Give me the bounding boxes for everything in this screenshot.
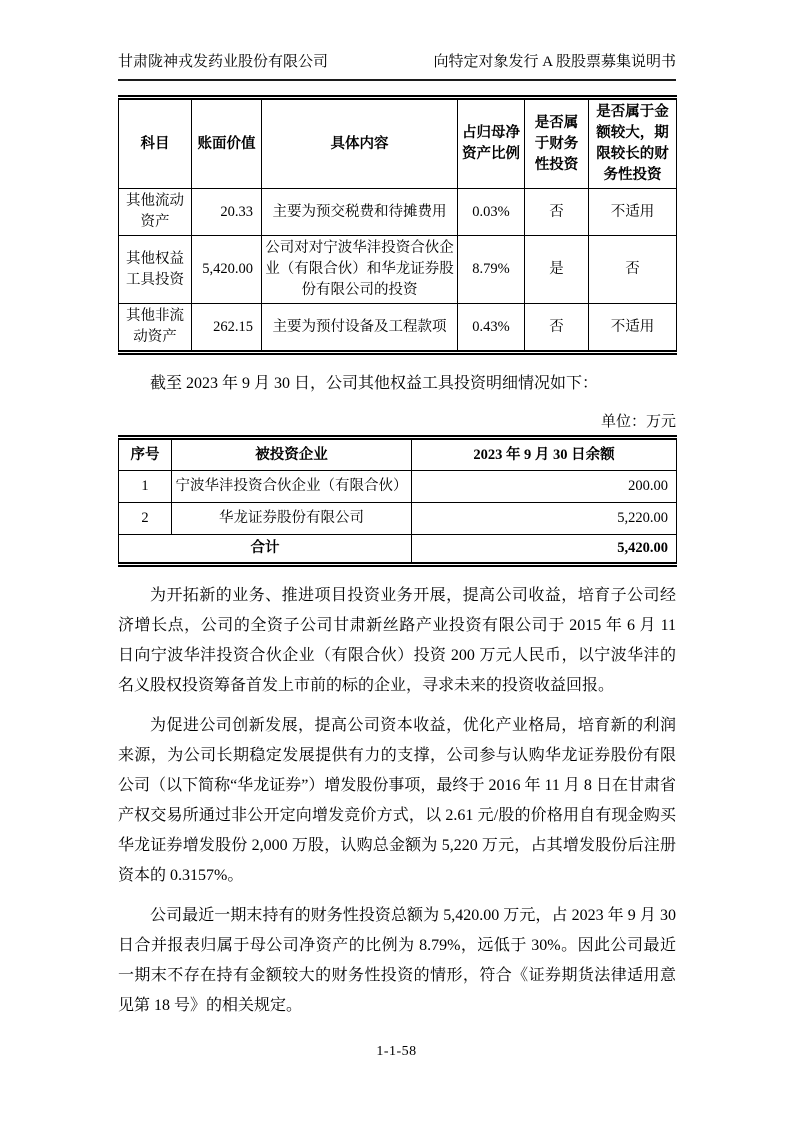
cell-subject: 其他流动资产 — [119, 189, 192, 236]
page-number: 1-1-58 — [376, 1044, 417, 1059]
cell-investee: 华龙证券股份有限公司 — [172, 503, 412, 535]
col-book-value: 账面价值 — [192, 98, 262, 189]
table-row — [119, 236, 677, 304]
cell-is-financial: 否 — [525, 189, 589, 236]
financial-investment-table — [118, 95, 677, 355]
cell-investee: 宁波华沣投资合伙企业（有限合伙） — [172, 471, 412, 503]
table-row — [119, 189, 677, 236]
cell-is-large: 不适用 — [589, 189, 677, 236]
col-net-asset-ratio: 占归母净资产比例 — [458, 98, 525, 189]
cell-is-large: 否 — [589, 236, 677, 304]
table-header-row — [119, 438, 677, 471]
col-investee: 被投资企业 — [172, 438, 412, 471]
table-row — [119, 471, 677, 503]
table-header-row — [119, 98, 677, 189]
body-paragraph: 为开拓新的业务、推进项目投资业务开展，提高公司收益，培育子公司经济增长点，公司的全资子公司甘肃新丝路产业投资有限公司于 2015 年 6 月 11 日向宁波华沣投资合伙企业（有限合伙）投资 200 万元人民币，以宁波华沣的名义股权投资筹备首发上市前的标的企业，寻求未来的投资收益回报。 — [118, 587, 676, 695]
cell-ratio: 0.43% — [458, 304, 525, 353]
col-detail: 具体内容 — [262, 98, 458, 189]
col-is-financial-investment: 是否属于财务性投资 — [525, 98, 589, 189]
cell-ratio: 8.79% — [458, 236, 525, 304]
page-content — [118, 0, 676, 1021]
cell-is-large: 不适用 — [589, 304, 677, 353]
running-header — [118, 52, 676, 81]
cell-detail: 主要为预交税费和待摊费用 — [262, 189, 458, 236]
cell-balance: 5,220.00 — [412, 503, 677, 535]
cell-balance: 200.00 — [412, 471, 677, 503]
intro-text: 截至 2023 年 9 月 30 日，公司其他权益工具投资明细情况如下： — [150, 375, 599, 393]
cell-total-label: 合计 — [119, 535, 412, 565]
table-row — [119, 304, 677, 353]
header-company-name: 甘肃陇神戎发药业股份有限公司 — [118, 54, 329, 70]
col-is-large-longterm: 是否属于金额较大，期限较长的财务性投资 — [589, 98, 677, 189]
col-index: 序号 — [119, 438, 172, 471]
cell-book-value: 20.33 — [192, 189, 262, 236]
cell-is-financial: 是 — [525, 236, 589, 304]
cell-book-value: 262.15 — [192, 304, 262, 353]
cell-subject: 其他非流动资产 — [119, 304, 192, 353]
cell-index: 1 — [119, 471, 172, 503]
body-paragraph: 为促进公司创新发展，提高公司资本收益，优化产业格局，培育新的利润来源，为公司长期稳定发展提供有力的支撑，公司参与认购华龙证券股份有限公司（以下简称“华龙证券”）增发股份事项，最终于 2016 年 11 月 8 日在甘肃省产权交易所通过非公开定向增发竞价方式，以 2.61 元/股的价格用自有现金购买华龙证券增发股份 2,000 万股，认购总金额为 5,220 万元，占其增发股份后注册资本的 0.3157%。 — [118, 717, 676, 885]
cell-ratio: 0.03% — [458, 189, 525, 236]
cell-book-value: 5,420.00 — [192, 236, 262, 304]
header-doc-title: 向特定对象发行 A 股股票募集说明书 — [433, 54, 676, 70]
col-balance: 2023 年 9 月 30 日余额 — [412, 438, 677, 471]
equity-investment-detail-table — [118, 435, 677, 567]
table-row — [119, 503, 677, 535]
cell-is-financial: 否 — [525, 304, 589, 353]
table-total-row — [119, 535, 677, 565]
unit-label: 单位：万元 — [600, 414, 676, 431]
cell-index: 2 — [119, 503, 172, 535]
cell-detail: 公司对对宁波华沣投资合伙企业（有限合伙）和华龙证券股份有限公司的投资 — [262, 236, 458, 304]
body-paragraph: 公司最近一期末持有的财务性投资总额为 5,420.00 万元，占 2023 年 9 月 30 日合并报表归属于母公司净资产的比例为 8.79%，远低于 30%。因此公司最近一期末不存在持有金额较大的财务性投资的情形，符合《证券期货法律适用意见第 18 号》的相关规定。 — [118, 907, 676, 1015]
col-subject: 科目 — [119, 98, 192, 189]
cell-detail: 主要为预付设备及工程款项 — [262, 304, 458, 353]
cell-total-value: 5,420.00 — [412, 535, 677, 565]
cell-subject: 其他权益工具投资 — [119, 236, 192, 304]
